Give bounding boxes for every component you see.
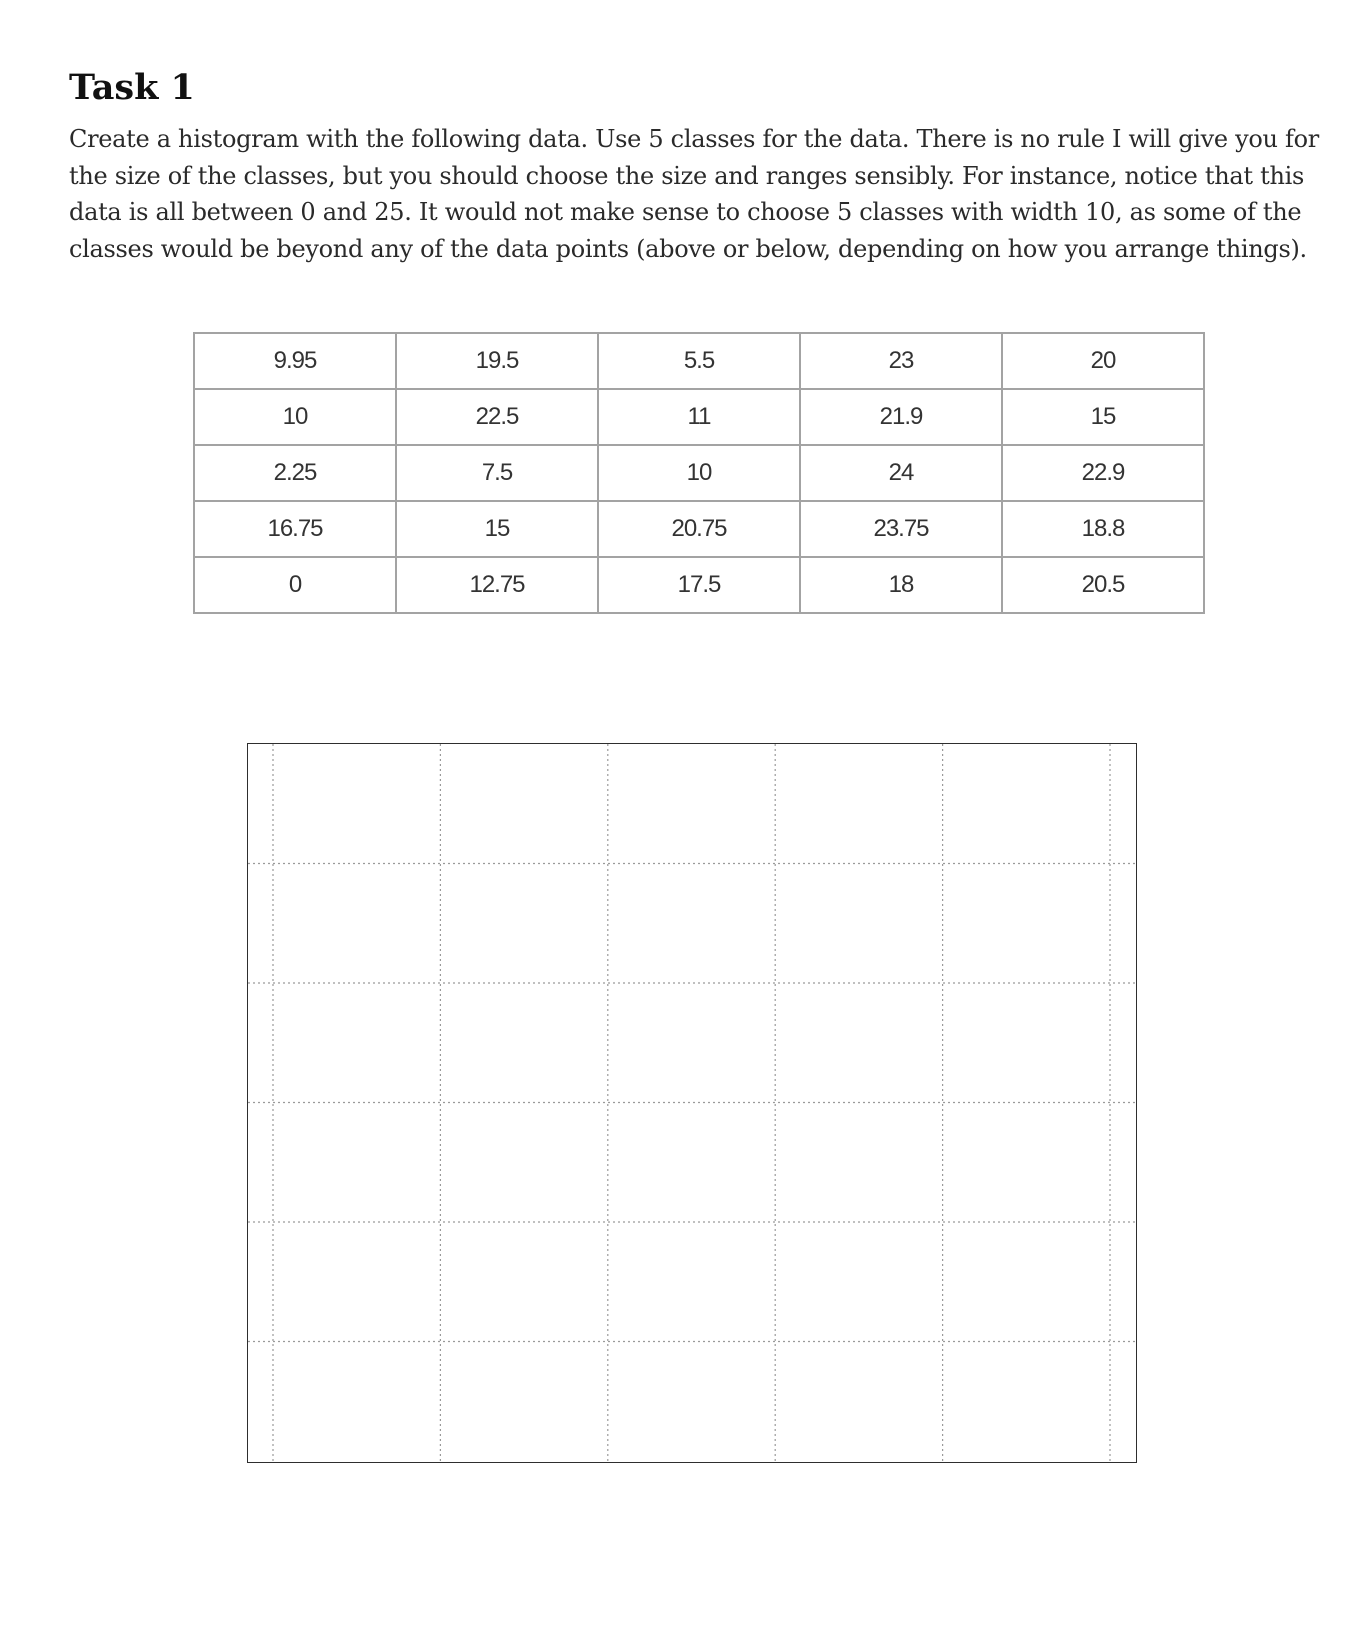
table-cell: 7.5 (396, 445, 598, 501)
table-cell: 15 (396, 501, 598, 557)
table-cell: 19.5 (396, 333, 598, 389)
instructions-paragraph: Create a histogram with the following data. Use 5 classes for the data. There is no rule I will give you for the size of the classes, but you should choose the size and ranges sensibly. For instance, notice that this data is all between 0 and 25. It would not make sense to choose 5 classes with width 10, as some of the classes would be beyond any of the data points (above or below, depending on how you arrange things). (69, 125, 1319, 263)
table-row (194, 501, 1204, 557)
data-table (193, 332, 1205, 614)
table-cell: 20 (1002, 333, 1204, 389)
table-cell: 21.9 (800, 389, 1002, 445)
table-cell: 16.75 (194, 501, 396, 557)
table-row (194, 557, 1204, 613)
table-cell: 10 (598, 445, 800, 501)
table-cell: 22.9 (1002, 445, 1204, 501)
table-cell: 23.75 (800, 501, 1002, 557)
table-row (194, 445, 1204, 501)
table-cell: 20.75 (598, 501, 800, 557)
table-cell: 22.5 (396, 389, 598, 445)
table-cell: 23 (800, 333, 1002, 389)
table-cell: 0 (194, 557, 396, 613)
table-cell: 18.8 (1002, 501, 1204, 557)
table-row (194, 389, 1204, 445)
table-cell: 9.95 (194, 333, 396, 389)
task-title: Task 1 (69, 67, 195, 108)
table-cell: 17.5 (598, 557, 800, 613)
table-cell: 5.5 (598, 333, 800, 389)
table-cell: 12.75 (396, 557, 598, 613)
grid-lines (248, 744, 1135, 1461)
table-cell: 10 (194, 389, 396, 445)
table-cell: 18 (800, 557, 1002, 613)
table-cell: 20.5 (1002, 557, 1204, 613)
table-cell: 24 (800, 445, 1002, 501)
table-cell: 11 (598, 389, 800, 445)
histogram-drawing-grid[interactable] (247, 743, 1137, 1463)
table-row (194, 333, 1204, 389)
table-cell: 15 (1002, 389, 1204, 445)
table-cell: 2.25 (194, 445, 396, 501)
